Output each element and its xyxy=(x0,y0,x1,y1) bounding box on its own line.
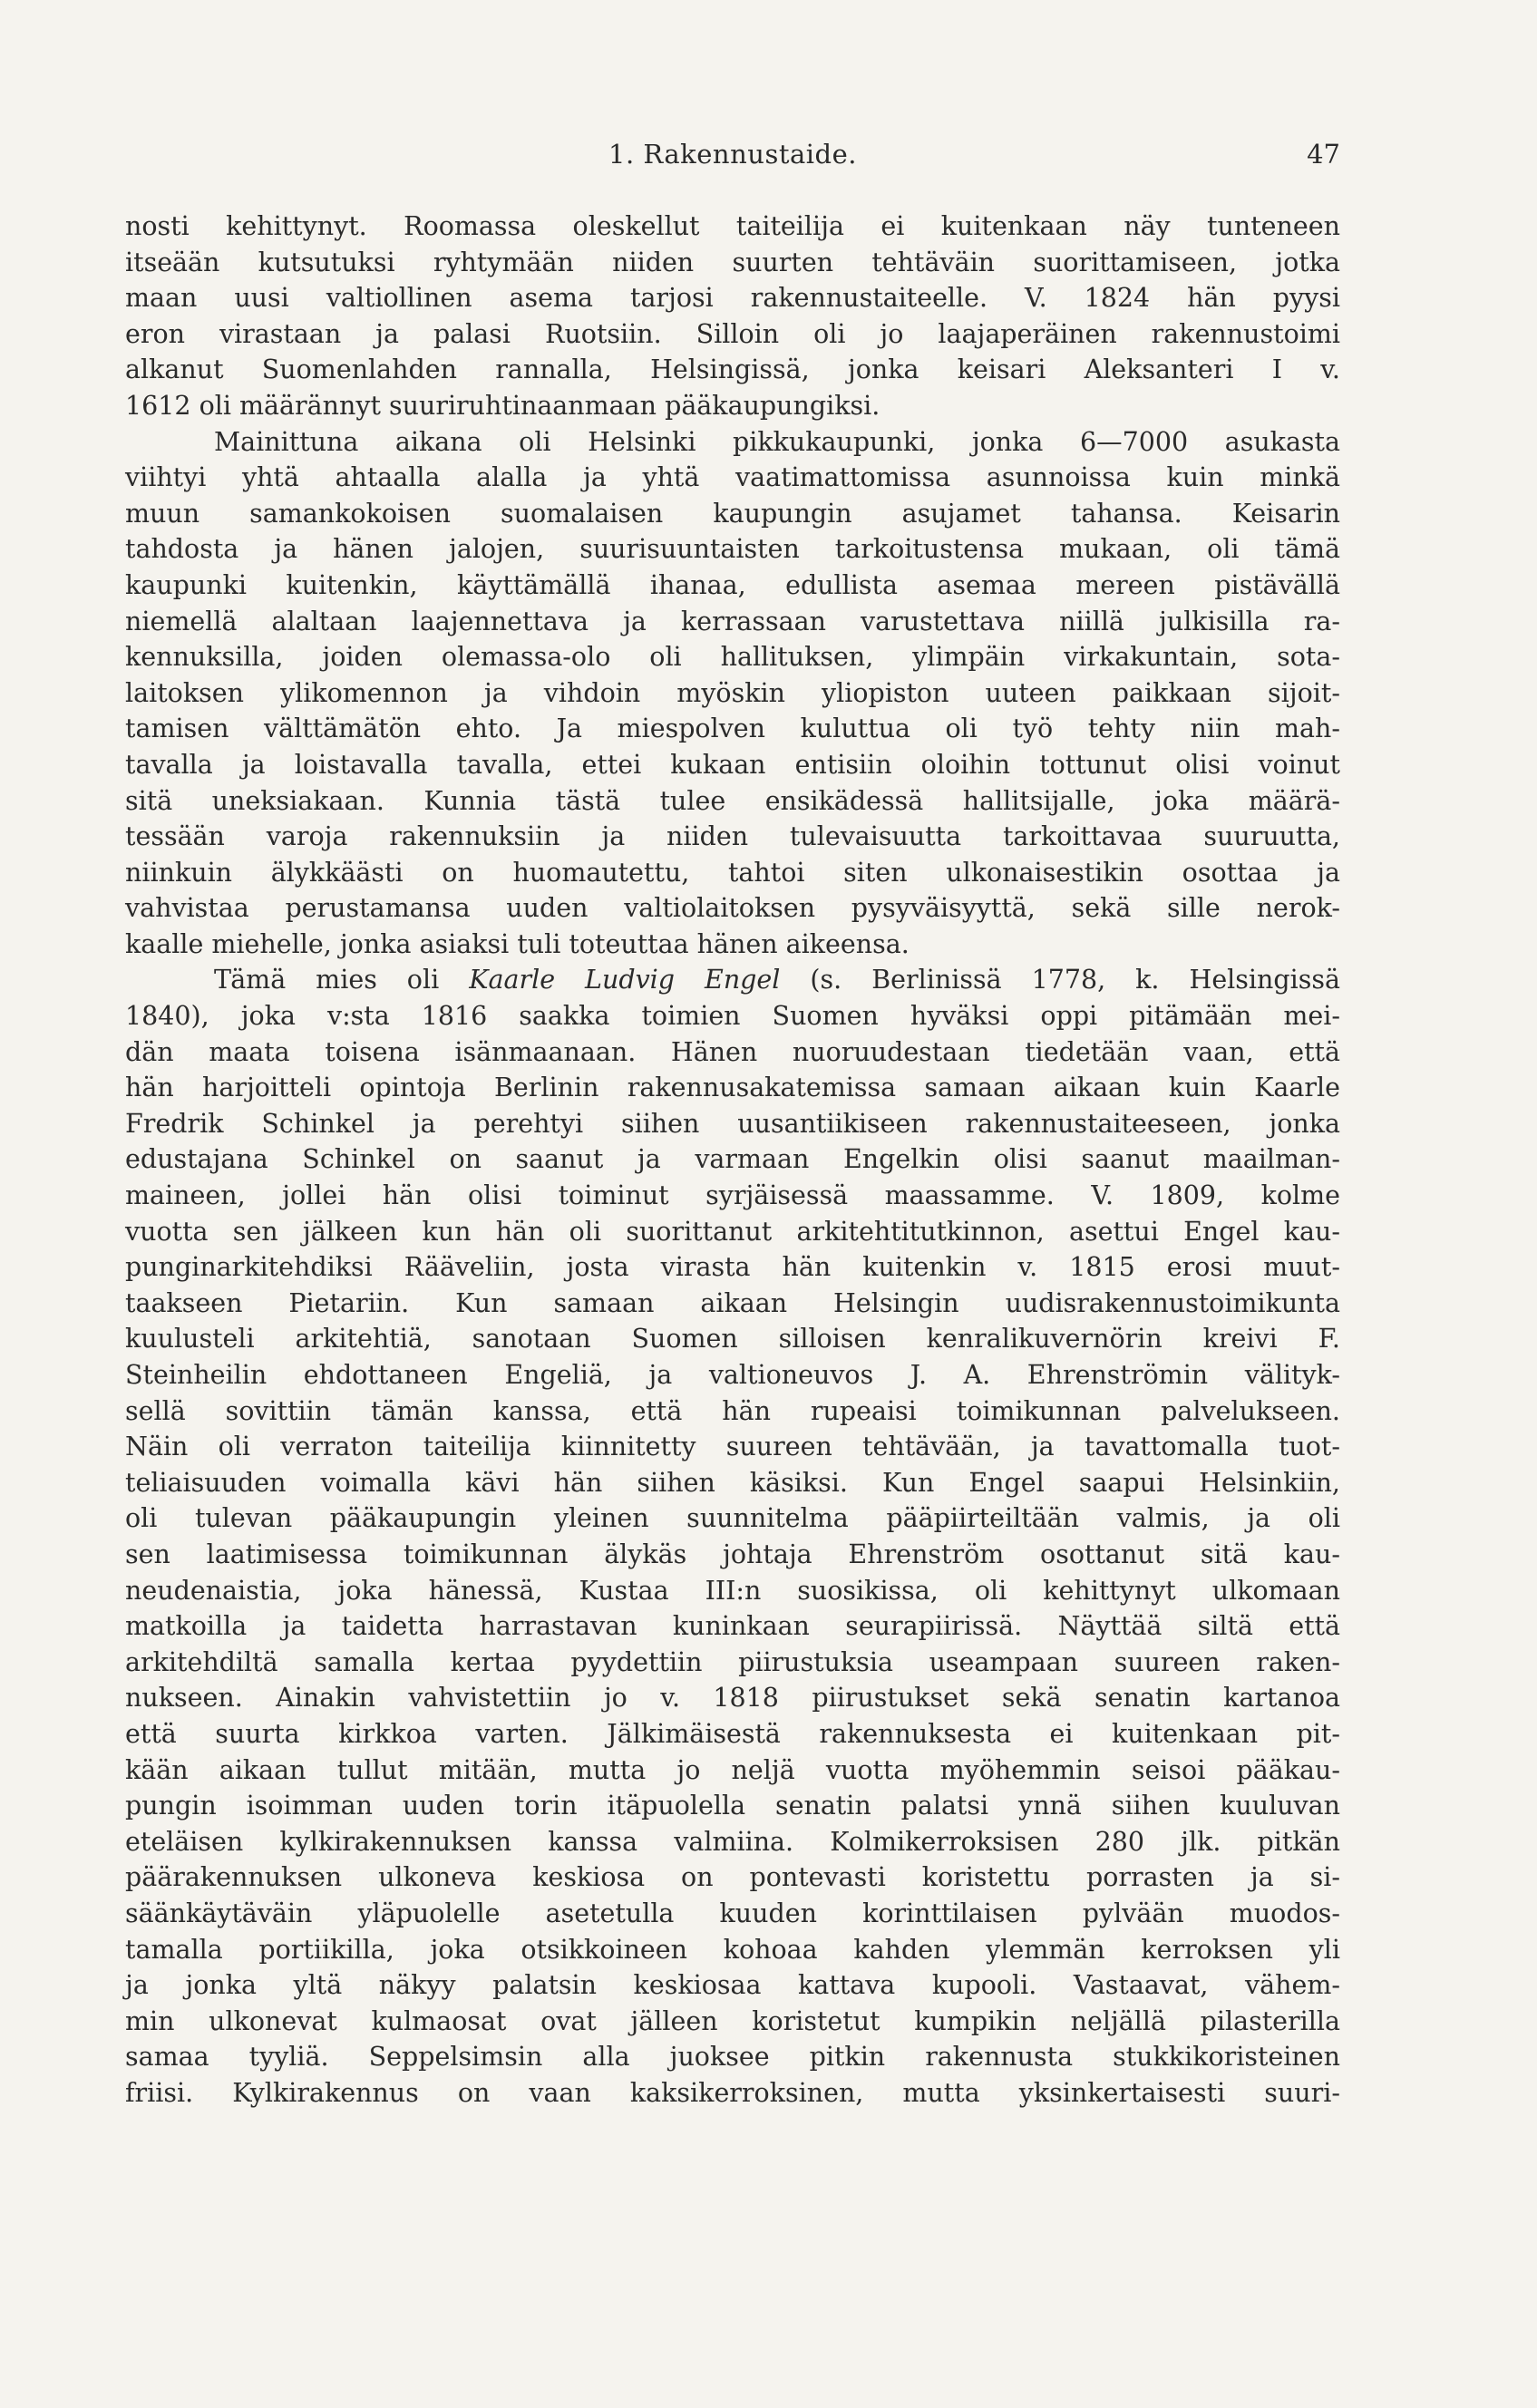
text-line: nukseen. Ainakin vahvistettiin jo v. 1818 piirustukset sekä senatin kartanoa xyxy=(125,1683,1340,1714)
text-line: oli tulevan pääkaupungin yleinen suunnitelma pääpiirteiltään valmis, ja oli xyxy=(125,1503,1340,1534)
text-line: Näin oli verraton taiteilija kiinnitetty suureen tehtävään, ja tavattomalla tuot- xyxy=(125,1432,1340,1462)
text-line: laitoksen ylikomennon ja vihdoin myöskin yliopiston uuteen paikkaan sijoit- xyxy=(125,677,1340,708)
text-line: samaa tyyliä. Seppelsimsin alla juoksee pitkin rakennusta stukkikoristeinen xyxy=(125,2042,1340,2073)
text-line: tamisen välttämätön ehto. Ja miespolven kuluttua oli työ tehty niin mah- xyxy=(125,714,1340,744)
text-line xyxy=(125,962,1340,998)
text-line: että suurta kirkkoa varten. Jälkimäisestä rakennuksesta ei kuitenkaan pit- xyxy=(125,1718,1340,1749)
text-line: muun samankokoisen suomalaisen kaupungin asujamet tahansa. Keisarin xyxy=(125,498,1340,529)
text-line: 1840), joka v:sta 1816 saakka toimien Suomen hyväksi oppi pitämään mei- xyxy=(125,1001,1340,1032)
text-line: Steinheilin ehdottaneen Engeliä, ja valtioneuvos J. A. Ehrenströmin välityk- xyxy=(125,1360,1340,1390)
text-line: alkanut Suomenlahden rannalla, Helsingissä, jonka keisari Aleksanteri I v. xyxy=(125,354,1340,385)
text-fragment: (s. Berlinissä 1778, k. Helsingissä xyxy=(780,965,1340,995)
text-line: niinkuin älykkäästi on huomautettu, tahtoi siten ulkonaisestikin osottaa ja xyxy=(125,857,1340,888)
text-line: maineen, jollei hän olisi toiminut syrjäisessä maassamme. V. 1809, kolme xyxy=(125,1180,1340,1211)
text-line: kaalle miehelle, jonka asiaksi tuli toteuttaa hänen aikeensa. xyxy=(125,928,910,959)
text-line: tavalla ja loistavalla tavalla, ettei kukaan entisiin oloihin tottunut olisi voinut xyxy=(125,749,1340,780)
text-line: sellä sovittiin tämän kanssa, että hän rupeaisi toimikunnan palvelukseen. xyxy=(125,1395,1340,1426)
chapter-heading: 1. Rakennustaide. xyxy=(608,139,857,170)
page-number: 47 xyxy=(1307,139,1340,170)
text-line: sitä uneksiakaan. Kunnia tästä tulee ensikädessä hallitsijalle, joka määrä- xyxy=(125,785,1340,816)
text-line: min ulkonevat kulmaosat ovat jälleen koristetut kumpikin neljällä pilasterilla xyxy=(125,2005,1340,2036)
text-line: hän harjoitteli opintoja Berlinin rakennusakatemissa samaan aikaan kuin Kaarle xyxy=(125,1073,1340,1103)
text-line: eron virastaan ja palasi Ruotsiin. Silloin oli jo laajaperäinen rakennustoimi xyxy=(125,318,1340,349)
text-line: kuulusteli arkitehtiä, sanotaan Suomen silloisen kenralikuvernörin kreivi F. xyxy=(125,1324,1340,1354)
text-line: vahvistaa perustamansa uuden valtiolaitoksen pysyväisyyttä, sekä sille nerok- xyxy=(125,893,1340,924)
text-line: edustajana Schinkel on saanut ja varmaan Engelkin olisi saanut maailman- xyxy=(125,1144,1340,1175)
text-line: pungin isoimman uuden torin itäpuolella senatin palatsi ynnä siihen kuuluvan xyxy=(125,1791,1340,1821)
text-line: vuotta sen jälkeen kun hän oli suorittanut arkitehtitutkinnon, asettui Engel kau- xyxy=(125,1216,1340,1247)
text-line: säänkäytäväin yläpuolelle asetetulla kuuden korinttilaisen pylvään muodos- xyxy=(125,1898,1340,1928)
text-line: nosti kehittynyt. Roomassa oleskellut taiteilija ei kuitenkaan näy tunteneen xyxy=(125,211,1340,241)
text-line: tessään varoja rakennuksiin ja niiden tulevaisuutta tarkoittavaa suuruutta, xyxy=(125,821,1340,852)
text-line: eteläisen kylkirakennuksen kanssa valmiina. Kolmikerroksisen 280 jlk. pitkän xyxy=(125,1826,1340,1857)
text-line: maan uusi valtiollinen asema tarjosi rakennustaiteelle. V. 1824 hän pyysi xyxy=(125,283,1340,314)
text-line: punginarkitehdiksi Rääveliin, josta virasta hän kuitenkin v. 1815 erosi muut- xyxy=(125,1252,1340,1283)
text-line: friisi. Kylkirakennus on vaan kaksikerroksinen, mutta yksinkertaisesti suuri- xyxy=(125,2077,1340,2108)
text-line: niemellä alaltaan laajennettava ja kerrassaan varustettava niillä julkisilla ra- xyxy=(125,606,1340,636)
text-line: ja jonka yltä näkyy palatsin keskiosaa kattava kupooli. Vastaavat, vähem- xyxy=(125,1970,1340,2001)
text-line: itseään kutsutuksi ryhtymään niiden suurten tehtäväin suorittamiseen, jotka xyxy=(125,247,1340,277)
text-line: tahdosta ja hänen jalojen, suurisuuntaisten tarkoitustensa mukaan, oli tämä xyxy=(125,534,1340,565)
text-line: päärakennuksen ulkoneva keskiosa on pontevasti koristettu porrasten ja si- xyxy=(125,1862,1340,1893)
text-line: kaupunki kuitenkin, käyttämällä ihanaa, edullista asemaa mereen pistävällä xyxy=(125,569,1340,600)
text-line: Fredrik Schinkel ja perehtyi siihen uusantiikiseen rakennustaiteeseen, jonka xyxy=(125,1108,1340,1139)
text-fragment: Tämä mies oli xyxy=(214,965,470,995)
text-line: kään aikaan tullut mitään, mutta jo neljä vuotta myöhemmin seisoi pääkau- xyxy=(125,1754,1340,1785)
text-line: teliaisuuden voimalla kävi hän siihen käsiksi. Kun Engel saapui Helsinkiin, xyxy=(125,1467,1340,1498)
text-line: sen laatimisessa toimikunnan älykäs johtaja Ehrenström osottanut sitä kau- xyxy=(125,1539,1340,1569)
italic-name: Kaarle Ludvig Engel xyxy=(469,965,781,995)
body-text xyxy=(125,209,1340,2111)
text-line: matkoilla ja taidetta harrastavan kuninkaan seurapiirissä. Näyttää siltä että xyxy=(125,1611,1340,1642)
text-line: tamalla portiikilla, joka otsikkoineen kohoaa kahden ylemmän kerroksen yli xyxy=(125,1934,1340,1965)
text-line: taakseen Pietariin. Kun samaan aikaan Helsingin uudisrakennustoimikunta xyxy=(125,1287,1340,1318)
text-line: neudenaistia, joka hänessä, Kustaa III:n suosikissa, oli kehittynyt ulkomaan xyxy=(125,1575,1340,1606)
text-line: arkitehdiltä samalla kertaa pyydettiin piirustuksia useampaan suureen raken- xyxy=(125,1646,1340,1677)
text-line: dän maata toisena isänmaanaan. Hänen nuoruudestaan tiedetään vaan, että xyxy=(125,1036,1340,1067)
text-line: 1612 oli määrännyt suuriruhtinaanmaan pääkaupungiksi. xyxy=(125,390,880,421)
text-line: kennuksilla, joiden olemassa-olo oli hallituksen, ylimpäin virkakuntain, sota- xyxy=(125,642,1340,673)
text-line: Mainittuna aikana oli Helsinki pikkukaupunki, jonka 6—7000 asukasta xyxy=(214,426,1340,457)
running-head xyxy=(125,136,1340,172)
text-line: viihtyi yhtä ahtaalla alalla ja yhtä vaatimattomissa asunnoissa kuin minkä xyxy=(125,462,1340,493)
